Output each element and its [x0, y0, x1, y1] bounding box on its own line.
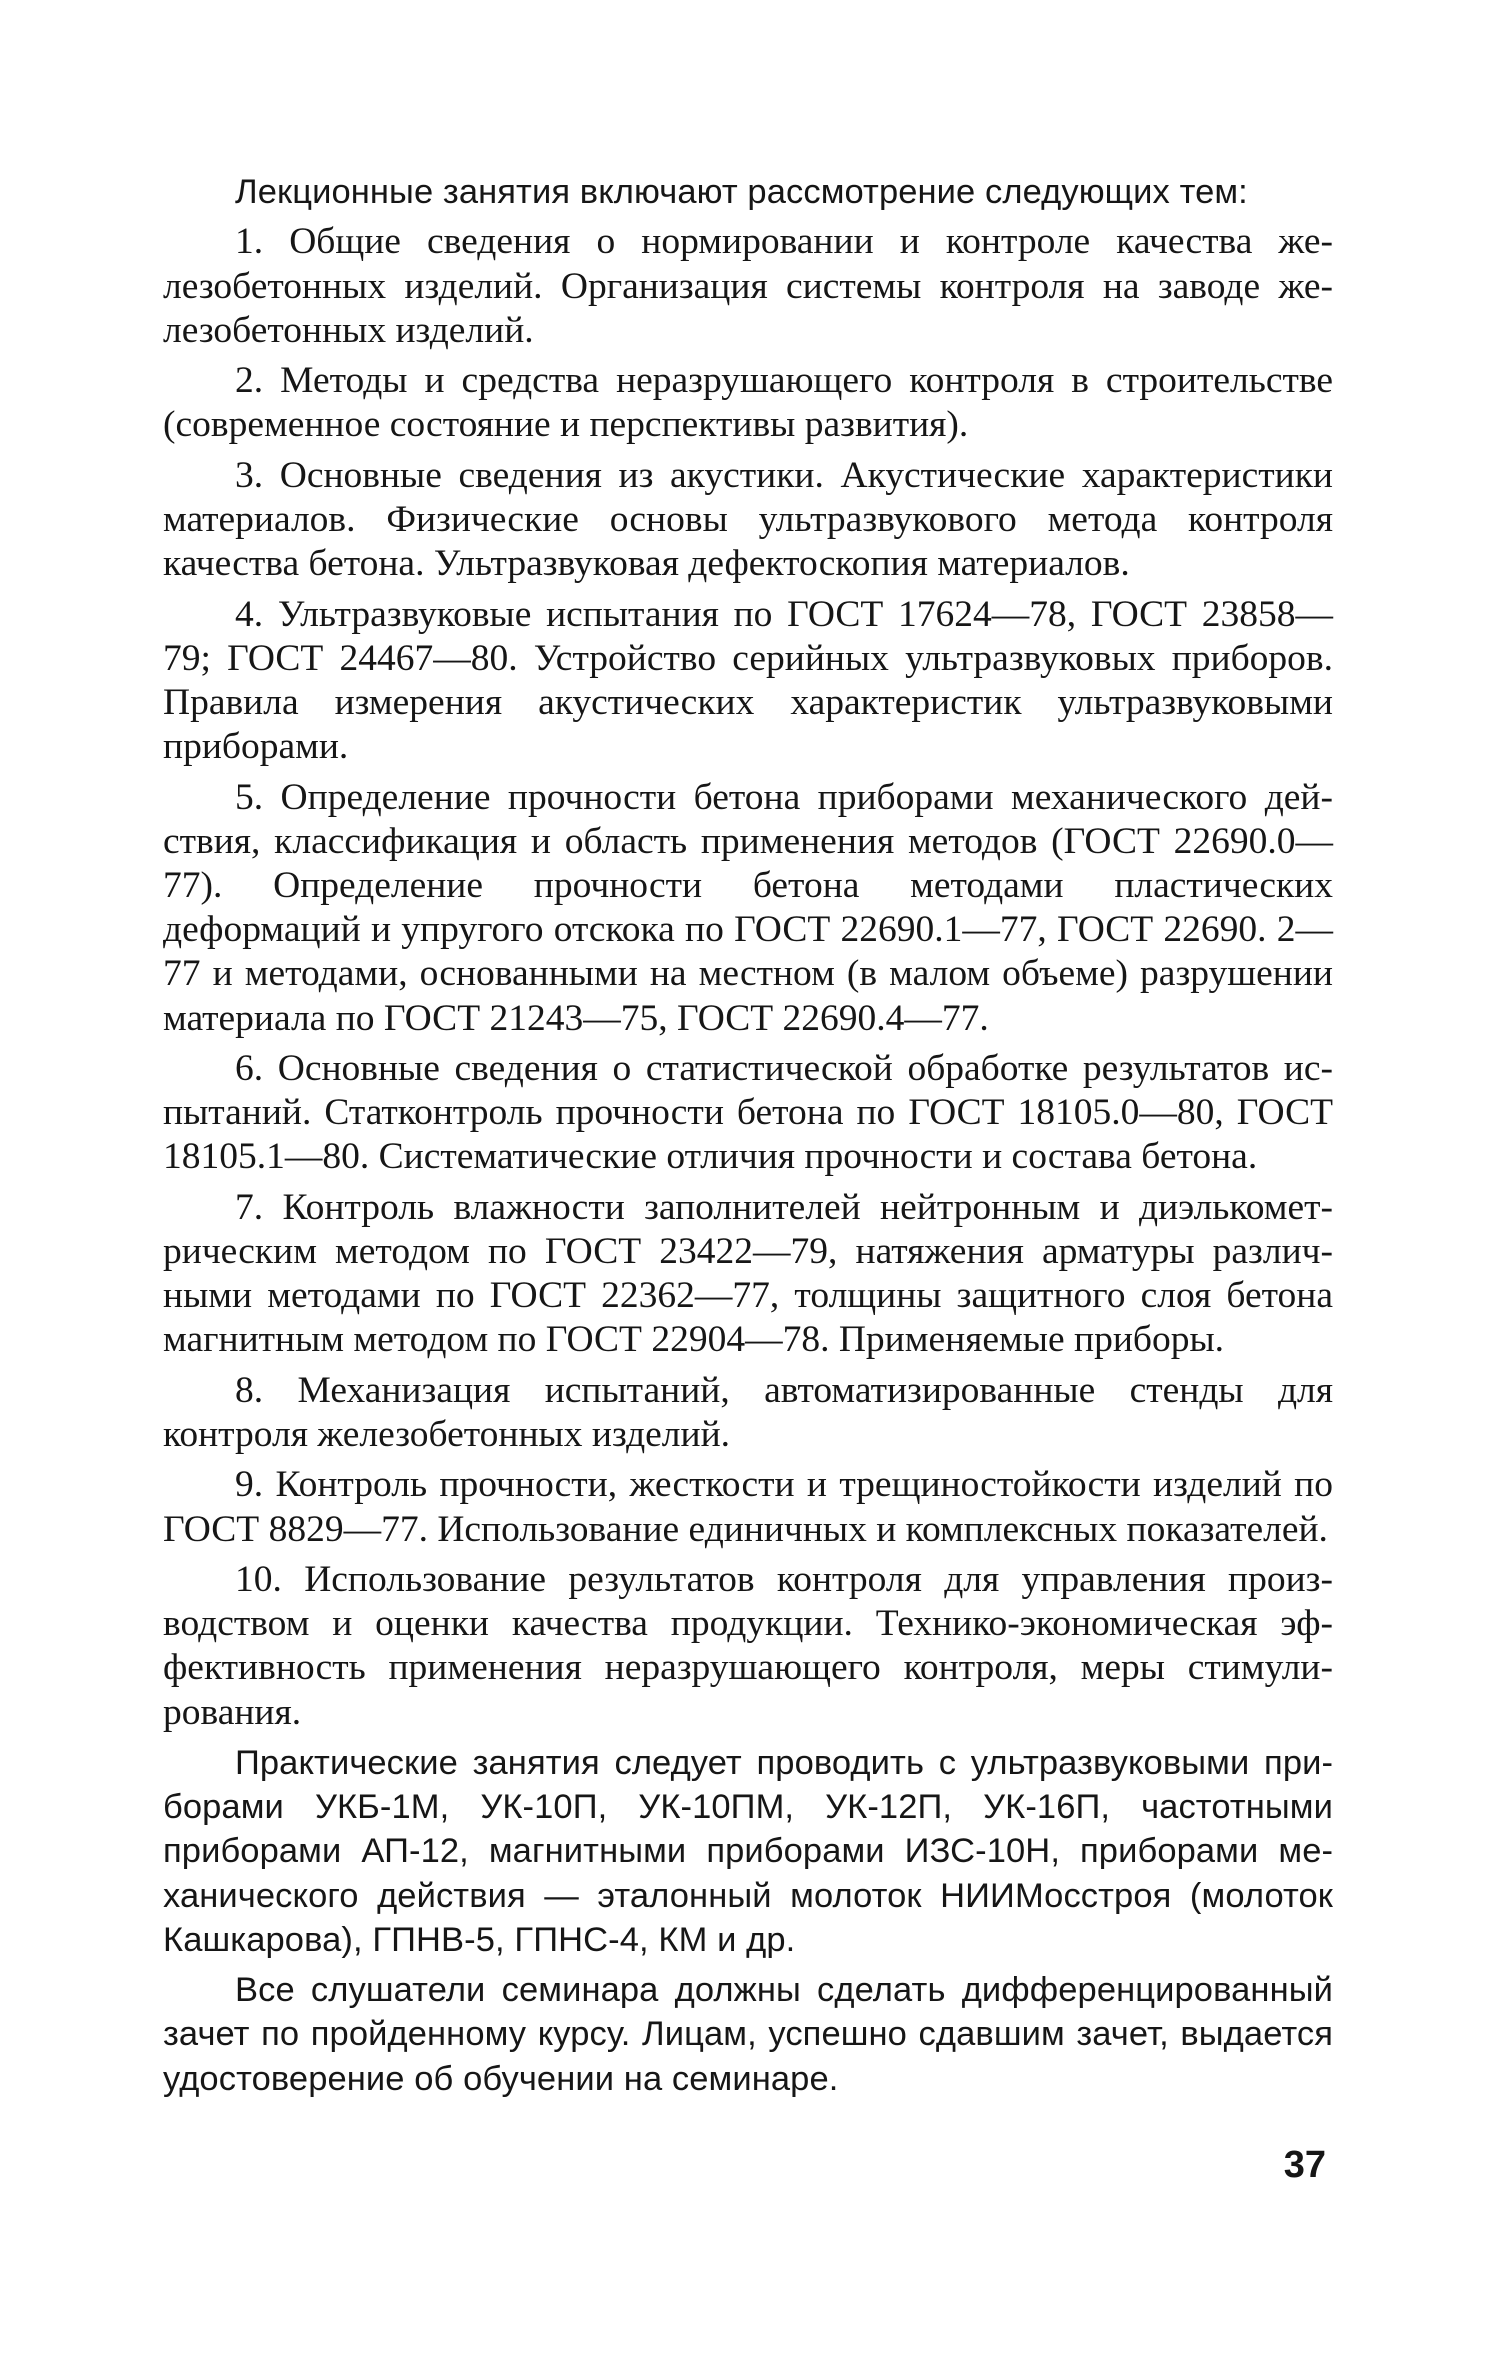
page-body	[163, 170, 1333, 2107]
topic-item: 7. Контроль влажности заполнителей нейтронным и диэлькометрическим методом по ГОСТ 23422—79, натяжения арматуры различными методами по ГОСТ 22362—77, толщины защитного слоя бетона магнитным методом по ГОСТ 22904—78. Применяемые приборы.	[163, 1186, 1333, 1361]
page-number: 37	[1283, 2144, 1326, 2186]
topic-item: 10. Использование результатов контроля для управления производством и оценки качества продукции. Технико-экономическая эффективность применения неразрушающего контроля, меры стимулирования.	[163, 1558, 1333, 1733]
topic-item: 6. Основные сведения о статистической обработке результатов испытаний. Статконтроль прочности бетона по ГОСТ 18105.0—80, ГОСТ 18105.1—80. Систематические отличия прочности и состава бетона.	[163, 1047, 1333, 1178]
topic-item: 9. Контроль прочности, жесткости и трещиностойкости изделий по ГОСТ 8829—77. Использование единичных и комплексных показателей.	[163, 1464, 1333, 1550]
topic-item: 1. Общие сведения о нормировании и контроле качества железобетонных изделий. Организация системы контроля на заводе железобетонных изделий.	[163, 221, 1333, 351]
topic-item: 2. Методы и средства неразрушающего контроля в строительстве (современное состояние и перспективы развития).	[163, 360, 1333, 446]
topic-item: 8. Механизация испытаний, автоматизированные стенды для контроля железобетонных изделий.	[163, 1369, 1333, 1455]
topic-item: 3. Основные сведения из акустики. Акустические характеристики материалов. Физические основы ультразвукового метода контроля качества бетона. Ультразвуковая дефектоскопия материалов.	[163, 454, 1333, 585]
lecture-topics-intro: Лекционные занятия включают рассмотрение следующих тем:	[235, 173, 1248, 211]
topic-item: 5. Определение прочности бетона приборами механического действия, классификация и область применения методов (ГОСТ 22690.0—77). Определение прочности бетона методами пластических деформаций и упругого отскока по ГОСТ 22690.1—77, ГОСТ 22690. 2—77 и методами, основанными на местном (в малом объеме) разрушении материала по ГОСТ 21243—75, ГОСТ 22690.4—77.	[163, 776, 1333, 1039]
topic-item: 4. Ультразвуковые испытания по ГОСТ 17624—78, ГОСТ 23858—79; ГОСТ 24467—80. Устройство серийных ультразвуковых приборов. Правила измерения акустических характеристик ультразвуковыми приборами.	[163, 593, 1333, 768]
closing-paragraph: Все слушатели семинара должны сделать дифференцированный зачет по пройденному курсу. Лицам, успешно сдавшим зачет, выдается удостоверение об обучении на семинаре.	[163, 1971, 1333, 2098]
practical-classes-paragraph: Практические занятия следует проводить с ультразвуковыми приборами УКБ-1М, УК-10П, УК-10ПМ, УК-12П, УК-16П, частотными приборами АП-12, магнитными приборами ИЗС-10Н, приборами механического действия — эталонный молоток НИИМосстроя (молоток Кашкарова), ГПНВ-5, ГПНС-4, КМ и др.	[163, 1743, 1333, 1959]
